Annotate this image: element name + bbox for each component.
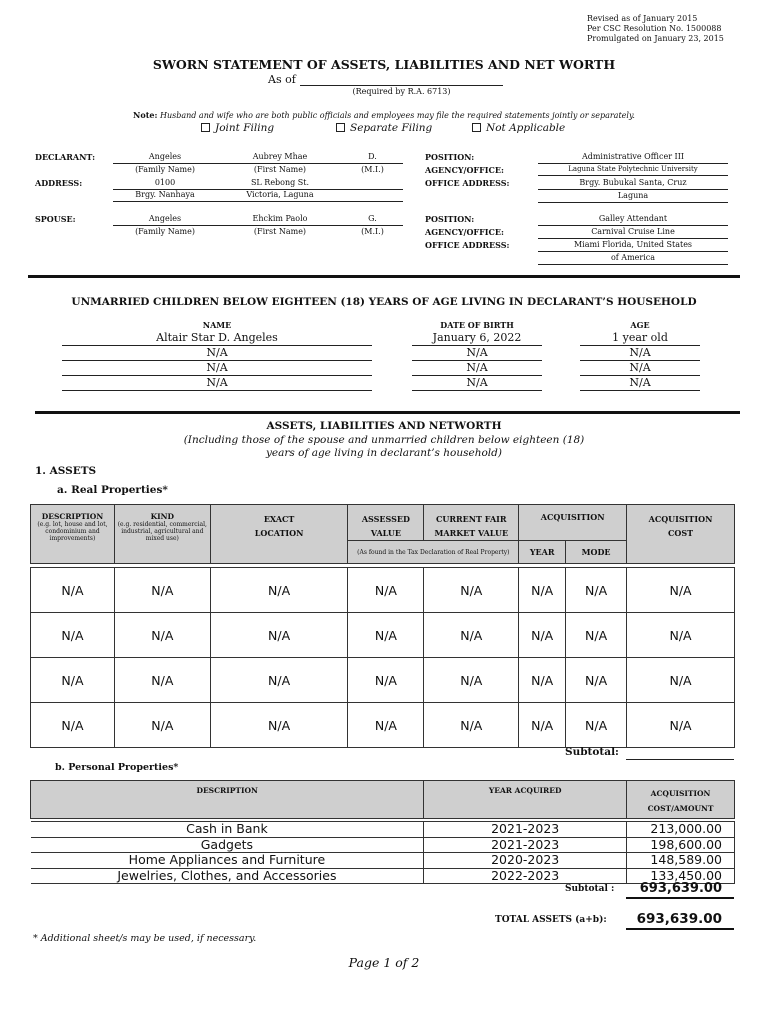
pp-description: Jewelries, Clothes, and Accessories (31, 868, 424, 884)
children-name-header: NAME (202, 320, 232, 330)
year-header: YEAR (519, 541, 566, 564)
rp-acquisition-cost: N/A (627, 658, 735, 703)
table-row (31, 658, 735, 703)
address-line-2a: Brgy. Nanhaya (135, 190, 195, 199)
rp-kind: N/A (114, 613, 210, 658)
child-age: 1 year old (612, 331, 668, 344)
assets-heading: 1. ASSETS (35, 465, 97, 477)
child-name: Altair Star D. Angeles (156, 331, 278, 344)
declarant-office-address-1: Brgy. Bubukal Santa, Cruz (579, 178, 687, 187)
acquisition-cost-header: ACQUISITION COST (627, 505, 735, 564)
family-name-caption: (Family Name) (135, 165, 195, 174)
real-properties-rows (31, 568, 735, 748)
aln-subtitle-2: years of age living in declarant’s household) (266, 447, 502, 459)
rp-location: N/A (210, 703, 348, 748)
joint-filing-option[interactable]: Joint Filing (201, 122, 274, 134)
rp-location: N/A (210, 658, 348, 703)
aln-title: ASSETS, LIABILITIES AND NETWORTH (266, 420, 502, 432)
pp-cost-header: ACQUISITION COST/AMOUNT (627, 781, 735, 819)
checkbox-icon[interactable] (201, 123, 210, 132)
rp-description: N/A (31, 568, 115, 613)
tax-declaration-note: (As found in the Tax Declaration of Real Property) (348, 541, 519, 564)
as-of-label: As of (268, 73, 296, 86)
rp-acquisition-cost: N/A (627, 613, 735, 658)
spouse-position: Galley Attendant (598, 214, 668, 223)
rp-market-value: N/A (424, 613, 519, 658)
separate-filing-option[interactable]: Separate Filing (336, 122, 432, 134)
first-name-caption: (First Name) (253, 165, 307, 174)
revision-note: Per CSC Resolution No. 1500088 (587, 24, 722, 33)
rp-acquisition-cost: N/A (627, 568, 735, 613)
total-assets-value: 693,639.00 (636, 911, 722, 927)
rp-year: N/A (519, 568, 566, 613)
real-properties-table (30, 504, 735, 748)
note-label: Note: (133, 110, 158, 120)
description-header: DESCRIPTION (e.g. lot, house and lot, condominium and improvements) (31, 505, 115, 564)
pp-description-header: DESCRIPTION (31, 781, 424, 819)
rp-year: N/A (519, 613, 566, 658)
child-age: N/A (629, 376, 651, 389)
table-row (31, 613, 735, 658)
spouse-position-label: POSITION: (425, 214, 475, 224)
children-age-header: AGE (630, 320, 650, 330)
address-label: ADDRESS: (35, 178, 83, 188)
rp-kind: N/A (114, 703, 210, 748)
location-header: EXACT LOCATION (210, 505, 348, 564)
table-row (31, 837, 735, 853)
mi-caption: (M.I.) (361, 227, 384, 236)
pp-year: 2020-2023 (424, 853, 627, 869)
pp-year-header: YEAR ACQUIRED (424, 781, 627, 819)
mi-caption: (M.I.) (361, 165, 384, 174)
total-assets-label: TOTAL ASSETS (a+b): (495, 915, 607, 925)
rp-mode: N/A (566, 613, 627, 658)
section-divider (28, 275, 740, 278)
children-dob-header: DATE OF BIRTH (440, 320, 514, 330)
rp-description: N/A (31, 658, 115, 703)
table-row (31, 853, 735, 869)
child-dob: January 6, 2022 (432, 331, 522, 344)
child-dob: N/A (466, 376, 488, 389)
rp-market-value: N/A (424, 703, 519, 748)
rp-assessed-value: N/A (348, 568, 424, 613)
revision-note: Promulgated on January 23, 2015 (587, 34, 724, 43)
rp-mode: N/A (566, 703, 627, 748)
child-name: N/A (206, 361, 228, 374)
address-line-1a: 0100 (154, 178, 176, 187)
rp-market-value: N/A (424, 658, 519, 703)
footnote: * Additional sheet/s may be used, if necessary. (33, 933, 257, 944)
pp-amount: 133,450.00 (627, 868, 735, 884)
pp-year: 2021-2023 (424, 837, 627, 853)
pp-subtotal-value: 693,639.00 (639, 881, 722, 896)
child-name: N/A (206, 376, 228, 389)
personal-properties-rows (31, 822, 735, 884)
rp-location: N/A (210, 613, 348, 658)
aln-subtitle-1: (Including those of the spouse and unmarried children below eighteen (18) (183, 434, 585, 446)
spouse-family-name: Angeles (148, 214, 182, 223)
as-of-line (300, 85, 503, 86)
pp-amount: 213,000.00 (627, 822, 735, 838)
spouse-first-name: Ehckim Paolo (252, 214, 308, 223)
table-row (31, 703, 735, 748)
required-by: (Required by R.A. 6713) (352, 87, 451, 96)
family-name-caption: (Family Name) (135, 227, 195, 236)
revision-notes (587, 14, 724, 44)
position-label: POSITION: (425, 152, 475, 162)
rp-mode: N/A (566, 568, 627, 613)
real-properties-heading: a. Real Properties* (57, 484, 168, 496)
first-name-caption: (First Name) (253, 227, 307, 236)
declarant-family-name: Angeles (148, 152, 182, 161)
declarant-position: Administrative Officer III (581, 152, 685, 161)
agency-label: AGENCY/OFFICE: (425, 165, 504, 175)
rp-description: N/A (31, 703, 115, 748)
address-line-1b: SL Rebong St. (250, 178, 310, 187)
address-line-2b: Victoria, Laguna (246, 190, 314, 199)
table-row (31, 568, 735, 613)
rp-location: N/A (210, 568, 348, 613)
personal-properties-heading: b. Personal Properties* (55, 762, 179, 773)
personal-properties-table (30, 780, 735, 884)
children-section-title: UNMARRIED CHILDREN BELOW EIGHTEEN (18) YEARS OF AGE LIVING IN DECLARANT’S HOUSEHOLD (71, 296, 697, 308)
rp-year: N/A (519, 703, 566, 748)
page-number: Page 1 of 2 (348, 955, 420, 970)
spouse-agency: Carnival Cruise Line (591, 227, 675, 236)
spouse-office-address-2: of America (610, 253, 656, 262)
declarant-label: DECLARANT: (35, 152, 96, 162)
assessed-value-header: ASSESSED VALUE (348, 505, 424, 541)
pp-description: Gadgets (31, 837, 424, 853)
note-text: Husband and wife who are both public officials and employees may file the required statements jointly or separately. (159, 111, 635, 120)
checkbox-icon[interactable] (336, 123, 345, 132)
pp-year: 2022-2023 (424, 868, 627, 884)
spouse-office-address-label: OFFICE ADDRESS: (425, 240, 510, 250)
kind-header: KIND (e.g. residential, commercial, industrial, agricultural and mixed use) (114, 505, 210, 564)
real-properties-subtotal-label: Subtotal: (565, 746, 619, 758)
pp-description: Home Appliances and Furniture (31, 853, 424, 869)
rp-acquisition-cost: N/A (627, 703, 735, 748)
spouse-label: SPOUSE: (35, 214, 76, 224)
rp-assessed-value: N/A (348, 703, 424, 748)
pp-amount: 198,600.00 (627, 837, 735, 853)
page-title: SWORN STATEMENT OF ASSETS, LIABILITIES AND NET WORTH (152, 57, 616, 72)
child-age: N/A (629, 346, 651, 359)
rp-assessed-value: N/A (348, 613, 424, 658)
declarant-office-address-2: Laguna (617, 191, 649, 200)
rp-year: N/A (519, 658, 566, 703)
spouse-office-address-1: Miami Florida, United States (573, 240, 693, 249)
acquisition-header: ACQUISITION (519, 505, 627, 541)
pp-amount: 148,589.00 (627, 853, 735, 869)
declarant-mi: D. (368, 152, 377, 161)
not-applicable-option[interactable]: Not Applicable (472, 122, 565, 134)
market-value-header: CURRENT FAIR MARKET VALUE (424, 505, 519, 541)
rp-mode: N/A (566, 658, 627, 703)
mode-header: MODE (566, 541, 627, 564)
revision-note: Revised as of January 2015 (587, 14, 698, 23)
rp-market-value: N/A (424, 568, 519, 613)
pp-subtotal-label: Subtotal : (565, 884, 615, 894)
declarant-first-name: Aubrey Mhae (252, 152, 308, 161)
checkbox-icon[interactable] (472, 123, 481, 132)
declarant-agency: Laguna State Polytechnic University (568, 165, 698, 173)
child-dob: N/A (466, 361, 488, 374)
table-row (31, 822, 735, 838)
child-dob: N/A (466, 346, 488, 359)
spouse-agency-label: AGENCY/OFFICE: (425, 227, 504, 237)
pp-year: 2021-2023 (424, 822, 627, 838)
spouse-mi: G. (368, 214, 377, 223)
real-properties-subtotal-line (626, 759, 734, 760)
rp-kind: N/A (114, 568, 210, 613)
child-name: N/A (206, 346, 228, 359)
office-address-label: OFFICE ADDRESS: (425, 178, 510, 188)
section-divider (35, 411, 740, 414)
child-age: N/A (629, 361, 651, 374)
note (0, 110, 768, 120)
pp-description: Cash in Bank (31, 822, 424, 838)
rp-description: N/A (31, 613, 115, 658)
rp-kind: N/A (114, 658, 210, 703)
rp-assessed-value: N/A (348, 658, 424, 703)
